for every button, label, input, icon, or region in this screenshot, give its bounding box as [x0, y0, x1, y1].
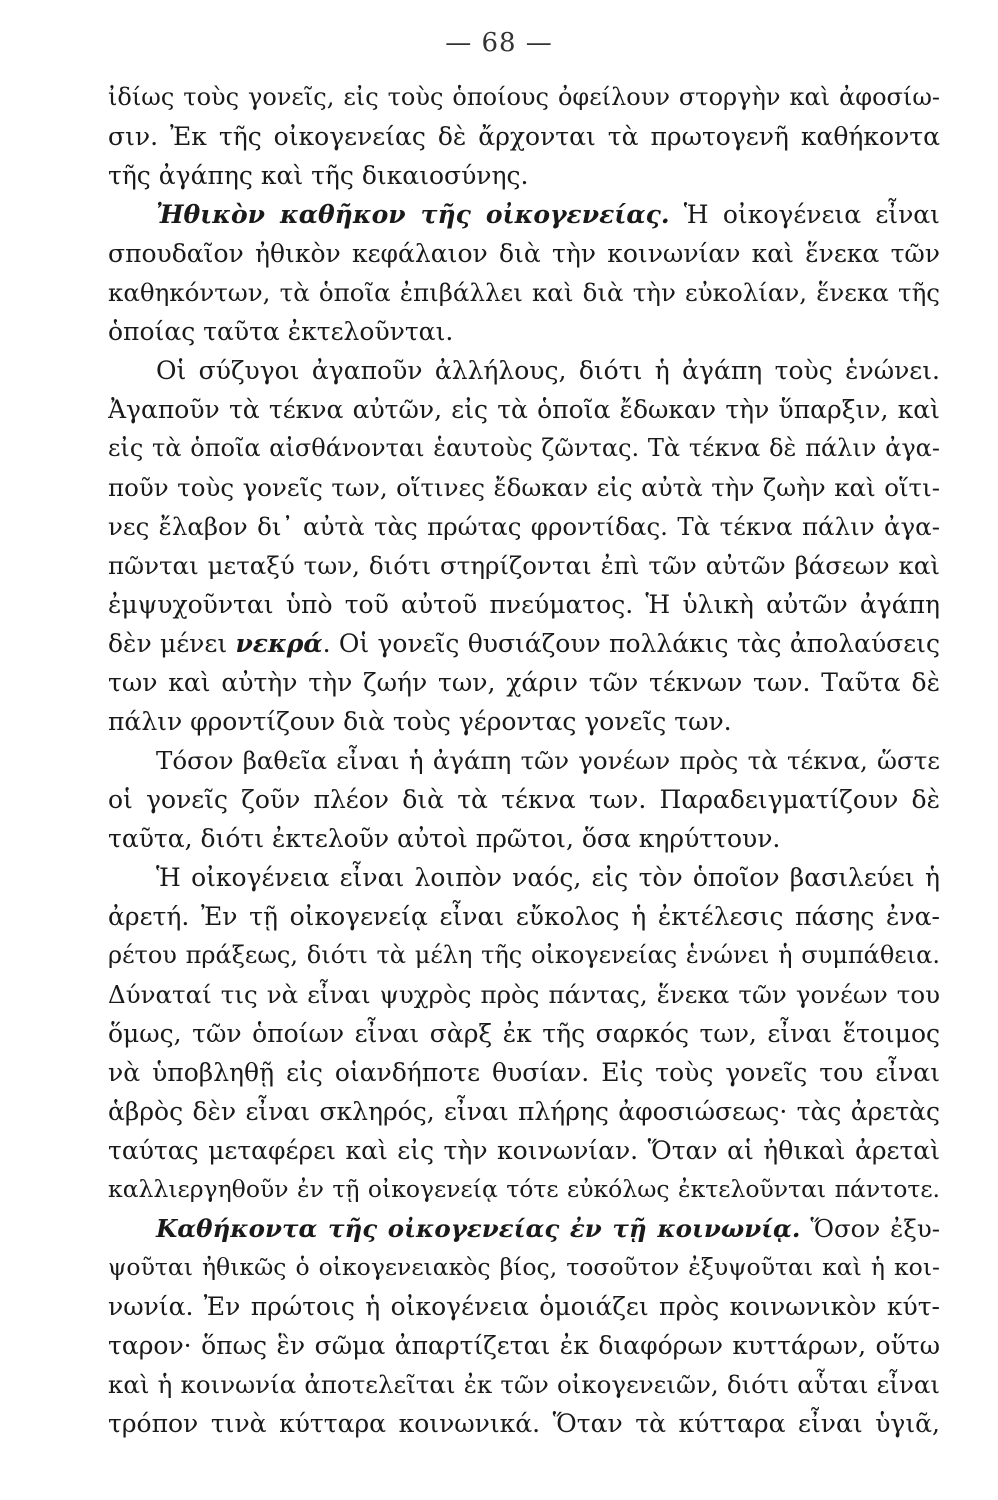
text-line [108, 390, 940, 429]
line-text: νὰ ὑποβληθῇ εἰς οἱανδήποτε θυσίαν. Εἰς τοὺς γονεῖς του εἶναι [108, 1058, 940, 1087]
text-line [108, 78, 940, 117]
text-line [108, 234, 940, 273]
text-line [108, 663, 940, 702]
line-text: ἰδίως τοὺς γονεῖς, εἰς τοὺς ὁποίους ὀφείλουν στοργὴν καὶ ἀφοσίω- [108, 83, 940, 111]
text-line [108, 273, 940, 312]
line-text: . Οἱ γονεῖς θυσιάζουν πολλάκις τὰς ἀπολαύσεις [322, 629, 940, 658]
text-line [108, 624, 940, 663]
line-text: ταύτας μεταφέρει καὶ εἰς τὴν κοινωνίαν. Ὅταν αἱ ἠθικαὶ ἀρεταὶ [108, 1136, 940, 1165]
emphasized-heading-text: Καθήκοντα τῆς οἰκογενείας ἐν τῇ κοινωνίᾳ. [156, 1214, 801, 1243]
line-text: Ἀγαποῦν τὰ τέκνα αὐτῶν, εἰς τὰ ὁποῖα ἔδωκαν τὴν ὕπαρξιν, καὶ [108, 395, 940, 424]
text-line [108, 1092, 940, 1131]
line-text: τρόπον τινὰ κύτταρα κοινωνικά. Ὅταν τὰ κύτταρα εἶναι ὑγιᾶ, [108, 1409, 940, 1438]
line-text: ὅμως, τῶν ὁποίων εἶναι σὰρξ ἐκ τῆς σαρκός των, εἶναι ἕτοιμος [108, 1019, 940, 1048]
line-text: ἀρετή. Ἐν τῇ οἰκογενείᾳ εἶναι εὔκολος ἡ ἐκτέλεσις πάσης ἐνα- [108, 902, 940, 931]
line-text: ταῦτα, διότι ἐκτελοῦν αὐτοὶ πρῶτοι, ὅσα κηρύττουν. [108, 824, 781, 853]
emphasized-heading-text: νεκρά [235, 629, 323, 658]
text-line [108, 741, 940, 780]
line-text: ποῦν τοὺς γονεῖς των, οἵτινες ἔδωκαν εἰς αὐτὰ τὴν ζωὴν καὶ οἵτι- [108, 473, 940, 502]
line-text: πῶνται μεταξύ των, διότι στηρίζονται ἐπὶ τῶν αὐτῶν βάσεων καὶ [108, 551, 940, 580]
line-text: Ὅσον ἐξυ- [800, 1214, 940, 1243]
text-line [108, 1287, 940, 1326]
text-line [108, 1131, 940, 1170]
text-line [108, 897, 940, 936]
text-line [108, 585, 940, 624]
line-text: ταρον· ὅπως ἓν σῶμα ἀπαρτίζεται ἐκ διαφόρων κυττάρων, οὕτω [108, 1331, 940, 1360]
line-text: ἐμψυχοῦνται ὑπὸ τοῦ αὐτοῦ πνεύματος. Ἡ ὑλικὴ αὐτῶν ἀγάπη [108, 590, 940, 619]
text-line [108, 1170, 940, 1209]
line-text: εἰς τὰ ὁποῖα αἰσθάνονται ἑαυτοὺς ζῶντας. Τὰ τέκνα δὲ πάλιν ἀγα- [108, 434, 940, 462]
line-text: Δύναταί τις νὰ εἶναι ψυχρὸς πρὸς πάντας, ἕνεκα τῶν γονέων του [108, 980, 940, 1009]
line-text: καλλιεργηθοῦν ἐν τῇ οἰκογενείᾳ τότε εὐκόλως ἐκτελοῦνται πάντοτε. [108, 1175, 940, 1203]
text-line [108, 1326, 940, 1365]
text-line [108, 1248, 940, 1287]
line-text: Οἱ σύζυγοι ἀγαποῦν ἀλλήλους, διότι ἡ ἀγάπη τοὺς ἑνώνει. [156, 356, 940, 385]
line-text: ὁποίας ταῦτα ἐκτελοῦνται. [108, 317, 454, 346]
text-line [108, 975, 940, 1014]
line-text: ψοῦται ἠθικῶς ὁ οἰκογενειακὸς βίος, τοσοῦτον ἐξυψοῦται καὶ ἡ κοι- [108, 1253, 940, 1281]
line-text: οἱ γονεῖς ζοῦν πλέον διὰ τὰ τέκνα των. Παραδειγματίζουν δὲ [108, 785, 940, 814]
line-text: των καὶ αὐτὴν τὴν ζωήν των, χάριν τῶν τέκνων των. Ταῦτα δὲ [108, 668, 940, 697]
line-text: πάλιν φροντίζουν διὰ τοὺς γέροντας γονεῖς των. [108, 707, 732, 736]
line-text: σπουδαῖον ἠθικὸν κεφάλαιον διὰ τὴν κοινωνίαν καὶ ἕνεκα τῶν [108, 239, 940, 268]
page-number: — 68 — [445, 28, 553, 58]
text-line [108, 117, 940, 156]
text-line [108, 546, 940, 585]
line-text: σιν. Ἐκ τῆς οἰκογενείας δὲ ἄρχονται τὰ πρωτογενῆ καθήκοντα [108, 122, 940, 151]
text-line [108, 1365, 940, 1404]
text-line [108, 195, 940, 234]
text-line [108, 858, 940, 897]
emphasized-heading-text: Ἠθικὸν καθῆκον τῆς οἰκογενείας. [156, 200, 670, 229]
text-line [108, 1404, 940, 1443]
body-text [108, 78, 940, 1443]
text-line [108, 1209, 940, 1248]
text-line [108, 1053, 940, 1092]
text-line [108, 156, 940, 195]
text-line [108, 312, 940, 351]
text-line [108, 468, 940, 507]
text-line [108, 351, 940, 390]
line-text: ἁβρὸς δὲν εἶναι σκληρός, εἶναι πλήρης ἀφοσιώσεως· τὰς ἀρετὰς [108, 1097, 940, 1126]
line-text: Ἡ οἰκογένεια εἶναι λοιπὸν ναός, εἰς τὸν ὁποῖον βασιλεύει ἡ [156, 863, 940, 892]
text-line [108, 507, 940, 546]
text-line [108, 819, 940, 858]
text-line [108, 1014, 940, 1053]
text-line [108, 936, 940, 975]
line-text: δὲν μένει [108, 629, 236, 658]
text-line [108, 429, 940, 468]
line-text: καθηκόντων, τὰ ὁποῖα ἐπιβάλλει καὶ διὰ τὴν εὐκολίαν, ἕνεκα τῆς [108, 278, 940, 307]
line-text: Τόσον βαθεῖα εἶναι ἡ ἀγάπη τῶν γονέων πρὸς τὰ τέκνα, ὥστε [156, 746, 940, 775]
line-text: τῆς ἀγάπης καὶ τῆς δικαιοσύνης. [108, 161, 529, 190]
line-text: νες ἔλαβον δι᾽ αὐτὰ τὰς πρώτας φροντίδας. Τὰ τέκνα πάλιν ἀγα- [108, 512, 940, 541]
line-text: ρέτου πράξεως, διότι τὰ μέλη τῆς οἰκογενείας ἑνώνει ἡ συμπάθεια. [108, 941, 940, 969]
line-text: καὶ ἡ κοινωνία ἀποτελεῖται ἐκ τῶν οἰκογενειῶν, διότι αὗται εἶναι [108, 1370, 940, 1399]
line-text: Ἡ οἰκογένεια εἶναι [669, 200, 940, 229]
line-text: νωνία. Ἐν πρώτοις ἡ οἰκογένεια ὁμοιάζει πρὸς κοινωνικὸν κύτ- [108, 1292, 940, 1321]
text-line [108, 702, 940, 741]
text-line [108, 780, 940, 819]
